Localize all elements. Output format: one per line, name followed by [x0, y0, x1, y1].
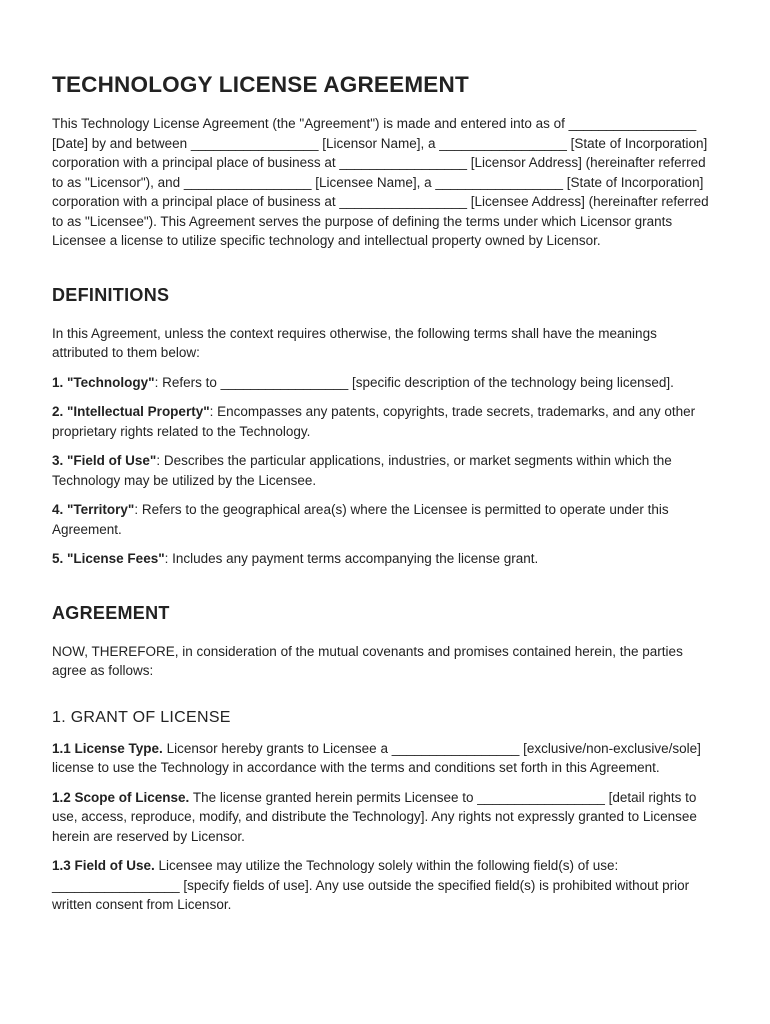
clause-item	[52, 788, 710, 847]
agreement-intro: NOW, THEREFORE, in consideration of the mutual covenants and promises contained herein, the parties agree as follows:	[52, 643, 683, 678]
clause-term: 1.1 License Type.	[52, 740, 163, 756]
definition-text: : Includes any payment terms accompanying the license grant.	[164, 551, 539, 566]
definition-text: : Encompasses any patents, copyrights, trade secrets, trademarks, and any other proprietary rights related to the Technology.	[52, 404, 696, 439]
definition-term: 5. "License Fees"	[52, 551, 165, 566]
definition-term: 4. "Territory"	[52, 502, 135, 517]
clause-text: Licensee may utilize the Technology solely within the following field(s) of use: _________________ [specify fields of use]. Any use outside the specified field(s) is prohibited without prior written consent from Licensor.	[52, 858, 690, 912]
definition-text: : Describes the particular applications, industries, or market segments within which the Technology may be utilized by the Licensee.	[52, 453, 672, 488]
definitions-intro: In this Agreement, unless the context requires otherwise, the following terms shall have the meanings attributed to them below:	[52, 325, 657, 360]
clause-text: The license granted herein permits Licensee to _________________ [detail rights to use, access, reproduce, modify, and distribute the Technology]. Any rights not expressly granted to Licensee herein are reserved by Licensor.	[52, 789, 697, 844]
definition-item	[52, 402, 710, 441]
grant-heading: 1. GRANT OF LICENSE	[52, 708, 231, 726]
definitions-heading: DEFINITIONS	[52, 284, 170, 305]
clause-term: 1.2 Scope of License.	[52, 789, 190, 805]
clause-item	[52, 739, 710, 778]
agreement-heading: AGREEMENT	[52, 602, 170, 623]
definition-term: 3. "Field of Use"	[52, 453, 157, 468]
definition-item	[52, 373, 710, 393]
definition-item	[52, 549, 710, 569]
definition-item	[52, 451, 710, 490]
definition-item	[52, 500, 710, 539]
document-title: TECHNOLOGY LICENSE AGREEMENT	[52, 72, 469, 97]
clause-text: Licensor hereby grants to Licensee a _________________ [exclusive/non-exclusive/sole] license to use the Technology in accordance with the terms and conditions set forth in this Agreement.	[52, 740, 701, 775]
definition-term: 1. "Technology"	[52, 374, 155, 390]
definition-text: : Refers to _________________ [specific description of the technology being licensed].	[154, 374, 674, 390]
clause-item	[52, 856, 710, 915]
definition-text: : Refers to the geographical area(s) where the Licensee is permitted to operate under this Agreement.	[52, 502, 669, 537]
definition-term: 2. "Intellectual Property"	[52, 404, 210, 419]
intro-paragraph: This Technology License Agreement (the "Agreement") is made and entered into as of _________________ [Date] by and between _________________ [Licensor Name], a _________________ [State of Incorporation] corporation with a principal place of business at _________________ [Licensor Address] (hereinafter referred to as "Licensor"), and _________________ [Licensee Name], a _________________ [State of Incorporation] corporation with a principal place of business at _________________ [Licensee Address] (hereinafter referred to as "Licensee"). This Agreement serves the purpose of defining the terms under which Licensor grants Licensee a license to utilize specific technology and intellectual property owned by Licensor.	[52, 116, 709, 248]
clause-term: 1.3 Field of Use.	[52, 858, 155, 873]
